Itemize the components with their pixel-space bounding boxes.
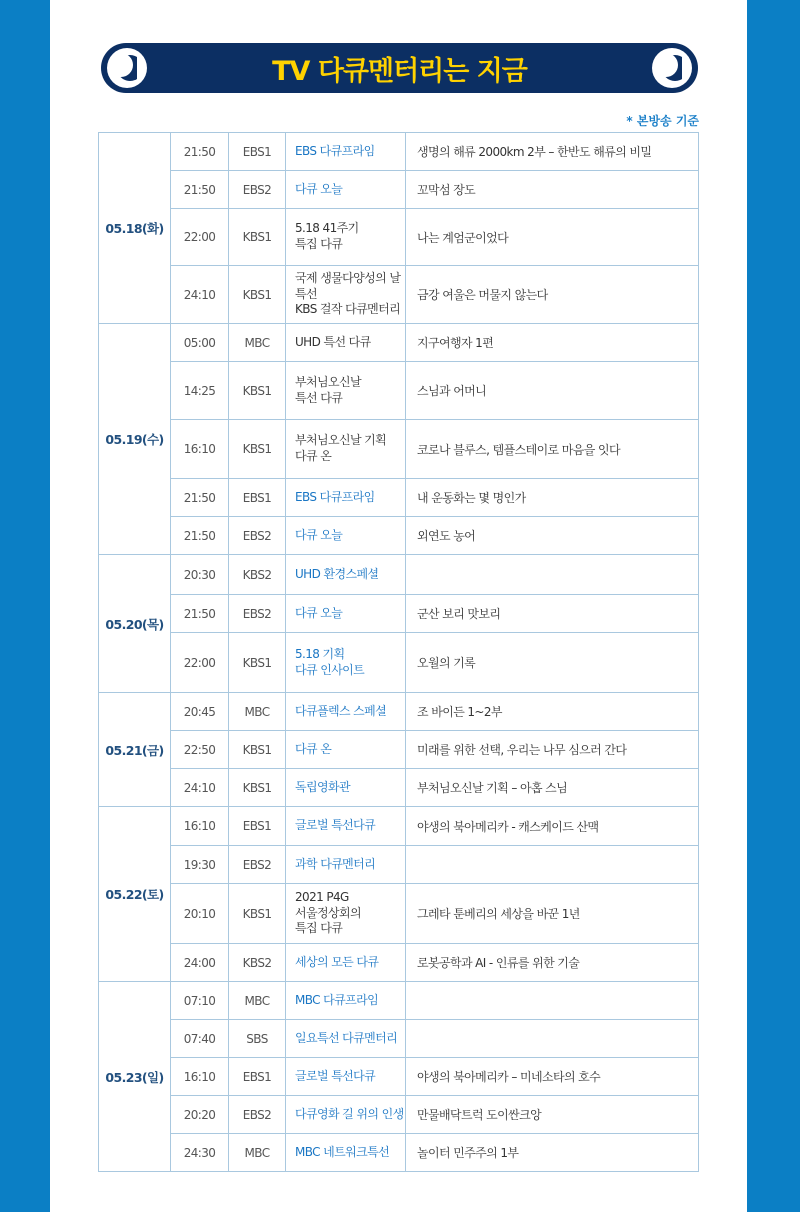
time-cell: 21:50 [171, 133, 229, 171]
time-cell: 05:00 [171, 324, 229, 362]
time-cell: 07:10 [171, 982, 229, 1020]
channel-cell: MBC [229, 1134, 286, 1172]
channel-cell: MBC [229, 324, 286, 362]
time-cell: 16:10 [171, 1058, 229, 1096]
schedule-row [99, 266, 699, 324]
program-cell: 글로벌 특선다큐 [286, 1058, 406, 1096]
schedule-row [99, 1134, 699, 1172]
schedule-row [99, 693, 699, 731]
program-cell: 다큐 오늘 [286, 517, 406, 555]
schedule-row [99, 171, 699, 209]
program-cell: 다큐영화 길 위의 인생 [286, 1096, 406, 1134]
time-cell: 22:00 [171, 209, 229, 266]
program-cell: 과학 다큐멘터리 [286, 846, 406, 884]
schedule-row [99, 420, 699, 479]
channel-cell: EBS1 [229, 133, 286, 171]
date-cell: 05.19(수) [99, 324, 171, 555]
channel-cell: KBS2 [229, 555, 286, 595]
episode-title-cell: 미래를 위한 선택, 우리는 나무 심으러 간다 [406, 731, 699, 769]
episode-title-cell: 만물배닥트럭 도이싼크앙 [406, 1096, 699, 1134]
schedule-row [99, 1058, 699, 1096]
schedule-row [99, 555, 699, 595]
episode-title-cell [406, 982, 699, 1020]
schedule-row [99, 209, 699, 266]
episode-title-cell: 야생의 북아메리카 – 미네소타의 호수 [406, 1058, 699, 1096]
channel-cell: KBS1 [229, 731, 286, 769]
channel-cell: EBS1 [229, 1058, 286, 1096]
time-cell: 19:30 [171, 846, 229, 884]
crescent-moon-icon [652, 48, 692, 88]
date-cell: 05.20(목) [99, 555, 171, 693]
channel-cell: EBS2 [229, 846, 286, 884]
broadcast-note: * 본방송 기준 [626, 114, 699, 128]
program-cell: MBC 다큐프라임 [286, 982, 406, 1020]
schedule-row [99, 133, 699, 171]
episode-title-cell: 나는 계엄군이었다 [406, 209, 699, 266]
channel-cell: KBS1 [229, 420, 286, 479]
time-cell: 24:10 [171, 769, 229, 807]
episode-title-cell: 외연도 농어 [406, 517, 699, 555]
program-cell: 5.18 41주기 특집 다큐 [286, 209, 406, 266]
episode-title-cell: 스님과 어머니 [406, 362, 699, 420]
program-cell: 국제 생물다양성의 날 특선 KBS 걸작 다큐멘터리 [286, 266, 406, 324]
episode-title-cell: 군산 보리 맛보리 [406, 595, 699, 633]
channel-cell: KBS1 [229, 362, 286, 420]
channel-cell: KBS1 [229, 769, 286, 807]
date-cell: 05.23(일) [99, 982, 171, 1172]
channel-cell: EBS1 [229, 479, 286, 517]
program-cell: 다큐 온 [286, 731, 406, 769]
schedule-row [99, 324, 699, 362]
episode-title-cell: 놀이터 민주주의 1부 [406, 1134, 699, 1172]
episode-title-cell: 코로나 블루스, 템플스테이로 마음을 잇다 [406, 420, 699, 479]
date-cell: 05.21(금) [99, 693, 171, 807]
program-cell: MBC 네트워크특선 [286, 1134, 406, 1172]
episode-title-cell [406, 1020, 699, 1058]
episode-title-cell: 부처님오신날 기획 – 아홉 스님 [406, 769, 699, 807]
time-cell: 22:00 [171, 633, 229, 693]
episode-title-cell: 금강 여울은 머물지 않는다 [406, 266, 699, 324]
program-cell: 다큐 오늘 [286, 171, 406, 209]
date-cell: 05.18(화) [99, 133, 171, 324]
time-cell: 21:50 [171, 171, 229, 209]
date-cell: 05.22(토) [99, 807, 171, 982]
episode-title-cell: 로봇공학과 AI - 인류를 위한 기술 [406, 944, 699, 982]
program-cell: 일요특선 다큐멘터리 [286, 1020, 406, 1058]
time-cell: 16:10 [171, 420, 229, 479]
schedule-row [99, 769, 699, 807]
channel-cell: KBS1 [229, 209, 286, 266]
schedule-row [99, 362, 699, 420]
episode-title-cell: 꼬막섬 장도 [406, 171, 699, 209]
time-cell: 20:10 [171, 884, 229, 944]
banner-title: TV 다큐멘터리는 지금 [272, 55, 527, 87]
time-cell: 24:00 [171, 944, 229, 982]
program-cell: 독립영화관 [286, 769, 406, 807]
program-cell: UHD 환경스페셜 [286, 555, 406, 595]
program-cell: 다큐 오늘 [286, 595, 406, 633]
time-cell: 21:50 [171, 517, 229, 555]
time-cell: 07:40 [171, 1020, 229, 1058]
schedule-row [99, 479, 699, 517]
schedule-row [99, 633, 699, 693]
episode-title-cell: 내 운동화는 몇 명인가 [406, 479, 699, 517]
time-cell: 22:50 [171, 731, 229, 769]
time-cell: 21:50 [171, 479, 229, 517]
program-cell: 5.18 기획 다큐 인사이트 [286, 633, 406, 693]
channel-cell: KBS1 [229, 633, 286, 693]
schedule-row [99, 807, 699, 846]
crescent-moon-icon [107, 48, 147, 88]
time-cell: 24:30 [171, 1134, 229, 1172]
schedule-row [99, 944, 699, 982]
schedule-row [99, 595, 699, 633]
channel-cell: EBS1 [229, 807, 286, 846]
banner [101, 43, 698, 93]
channel-cell: KBS2 [229, 944, 286, 982]
channel-cell: KBS1 [229, 266, 286, 324]
program-cell: EBS 다큐프라임 [286, 479, 406, 517]
schedule-row [99, 517, 699, 555]
channel-cell: SBS [229, 1020, 286, 1058]
episode-title-cell: 오월의 기록 [406, 633, 699, 693]
time-cell: 16:10 [171, 807, 229, 846]
program-cell: 세상의 모든 다큐 [286, 944, 406, 982]
time-cell: 24:10 [171, 266, 229, 324]
program-cell: 다큐플렉스 스페셜 [286, 693, 406, 731]
time-cell: 14:25 [171, 362, 229, 420]
channel-cell: EBS2 [229, 1096, 286, 1134]
program-cell: 부처님오신날 기획 다큐 온 [286, 420, 406, 479]
episode-title-cell: 야생의 북아메리카 - 캐스케이드 산맥 [406, 807, 699, 846]
episode-title-cell: 생명의 해류 2000km 2부 – 한반도 해류의 비밀 [406, 133, 699, 171]
channel-cell: KBS1 [229, 884, 286, 944]
time-cell: 21:50 [171, 595, 229, 633]
time-cell: 20:20 [171, 1096, 229, 1134]
program-cell: 2021 P4G 서울정상회의 특집 다큐 [286, 884, 406, 944]
time-cell: 20:30 [171, 555, 229, 595]
program-cell: 부처님오신날 특선 다큐 [286, 362, 406, 420]
program-cell: EBS 다큐프라임 [286, 133, 406, 171]
program-cell: UHD 특선 다큐 [286, 324, 406, 362]
schedule-row [99, 1096, 699, 1134]
schedule-row [99, 731, 699, 769]
program-cell: 글로벌 특선다큐 [286, 807, 406, 846]
time-cell: 20:45 [171, 693, 229, 731]
episode-title-cell: 그레타 툰베리의 세상을 바꾼 1년 [406, 884, 699, 944]
channel-cell: EBS2 [229, 171, 286, 209]
channel-cell: MBC [229, 982, 286, 1020]
channel-cell: EBS2 [229, 595, 286, 633]
channel-cell: EBS2 [229, 517, 286, 555]
schedule-table [98, 132, 699, 1172]
episode-title-cell [406, 846, 699, 884]
episode-title-cell [406, 555, 699, 595]
schedule-row [99, 884, 699, 944]
content-panel [50, 0, 747, 1212]
episode-title-cell: 지구여행자 1편 [406, 324, 699, 362]
episode-title-cell: 조 바이든 1~2부 [406, 693, 699, 731]
channel-cell: MBC [229, 693, 286, 731]
schedule-row [99, 982, 699, 1020]
schedule-row [99, 1020, 699, 1058]
schedule-row [99, 846, 699, 884]
